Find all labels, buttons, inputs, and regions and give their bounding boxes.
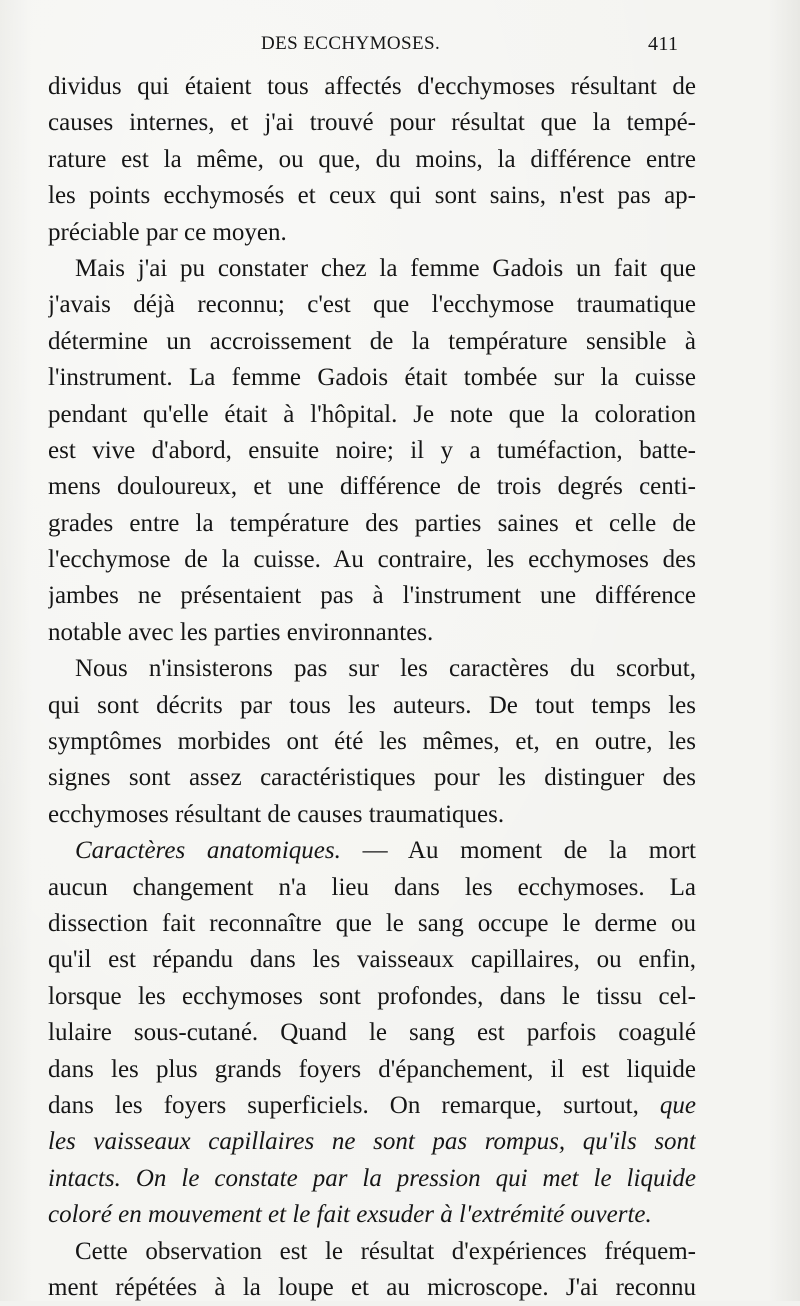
text-line: symptômes morbides ont été les mêmes, et, en outre, les — [48, 728, 696, 756]
text-line: dissection fait reconnaître que le sang occupe le derme ou — [48, 909, 696, 937]
text-line: Mais j'ai pu constater chez la femme Gadois un fait que — [75, 254, 696, 282]
text-line: les vaisseaux capillaires ne sont pas rompus, qu'ils sont — [48, 1128, 696, 1156]
text-line — [48, 1088, 696, 1124]
text-line: ecchymoses résultant de causes traumatiques. — [48, 800, 505, 828]
text-line: signes sont assez caractéristiques pour les distinguer des — [48, 764, 696, 792]
text-line: ment répétées à la loupe et au microscope. J'ai reconnu — [48, 1273, 696, 1301]
italic-segment: Caractères anatomiques. — [75, 837, 341, 865]
body-text — [48, 69, 696, 1306]
text-line — [48, 833, 696, 869]
text-line: l'instrument. La femme Gadois était tombée sur la cuisse — [48, 364, 696, 392]
text-line: dividus qui étaient tous affectés d'ecchymoses résultant de — [48, 73, 696, 100]
text-line: mens douloureux, et une différence de trois degrés centi- — [48, 473, 696, 501]
text-line: lorsque les ecchymoses sont profondes, dans le tissu cel- — [48, 982, 696, 1010]
text-segment: dans les foyers superficiels. On remarque, surtout, — [48, 1091, 660, 1119]
text-line: intacts. On le constate par la pression qui met le liquide — [48, 1164, 696, 1192]
text-line: lulaire sous-cutané. Quand le sang est parfois coagulé — [48, 1019, 696, 1047]
text-line: jambes ne présentaient pas à l'instrument une différence — [48, 582, 696, 610]
text-line: l'ecchymose de la cuisse. Au contraire, les ecchymoses des — [48, 546, 696, 574]
page-number: 411 — [648, 33, 679, 55]
text-line: détermine un accroissement de la température sensible à — [48, 327, 696, 355]
text-line: aucun changement n'a lieu dans les ecchymoses. La — [48, 873, 696, 901]
text-line: les points ecchymosés et ceux qui sont sains, n'est pas ap- — [48, 182, 696, 210]
text-line: pendant qu'elle était à l'hôpital. Je note que la coloration — [48, 400, 696, 428]
text-line: est vive d'abord, ensuite noire; il y a tuméfaction, batte- — [48, 436, 696, 464]
text-line: dans les plus grands foyers d'épanchement, il est liquide — [48, 1055, 696, 1083]
text-line: préciable par ce moyen. — [48, 218, 287, 246]
text-line: Nous n'insisterons pas sur les caractères du scorbut, — [75, 655, 696, 683]
text-line: qu'il est répandu dans les vaisseaux capillaires, ou enfin, — [48, 946, 696, 974]
text-line: j'avais déjà reconnu; c'est que l'ecchymose traumatique — [48, 291, 696, 319]
text-line: coloré en mouvement et le fait exsuder à l'extrémité ouverte. — [48, 1201, 652, 1229]
text-line: qui sont décrits par tous les auteurs. De tout temps les — [48, 691, 696, 719]
text-line: rature est la même, ou que, du moins, la différence entre — [48, 145, 696, 173]
text-segment: — Au moment de la mort — [340, 837, 696, 865]
text-line: Cette observation est le résultat d'expériences fréquem- — [75, 1237, 696, 1265]
text-line: causes internes, et j'ai trouvé pour résultat que la tempé- — [48, 109, 696, 137]
running-head — [48, 33, 692, 63]
italic-segment: que — [659, 1091, 696, 1119]
text-line: notable avec les parties environnantes. — [48, 618, 434, 646]
running-title: DES ECCHYMOSES. — [261, 33, 441, 54]
text-line: grades entre la température des parties saines et celle de — [48, 509, 696, 537]
